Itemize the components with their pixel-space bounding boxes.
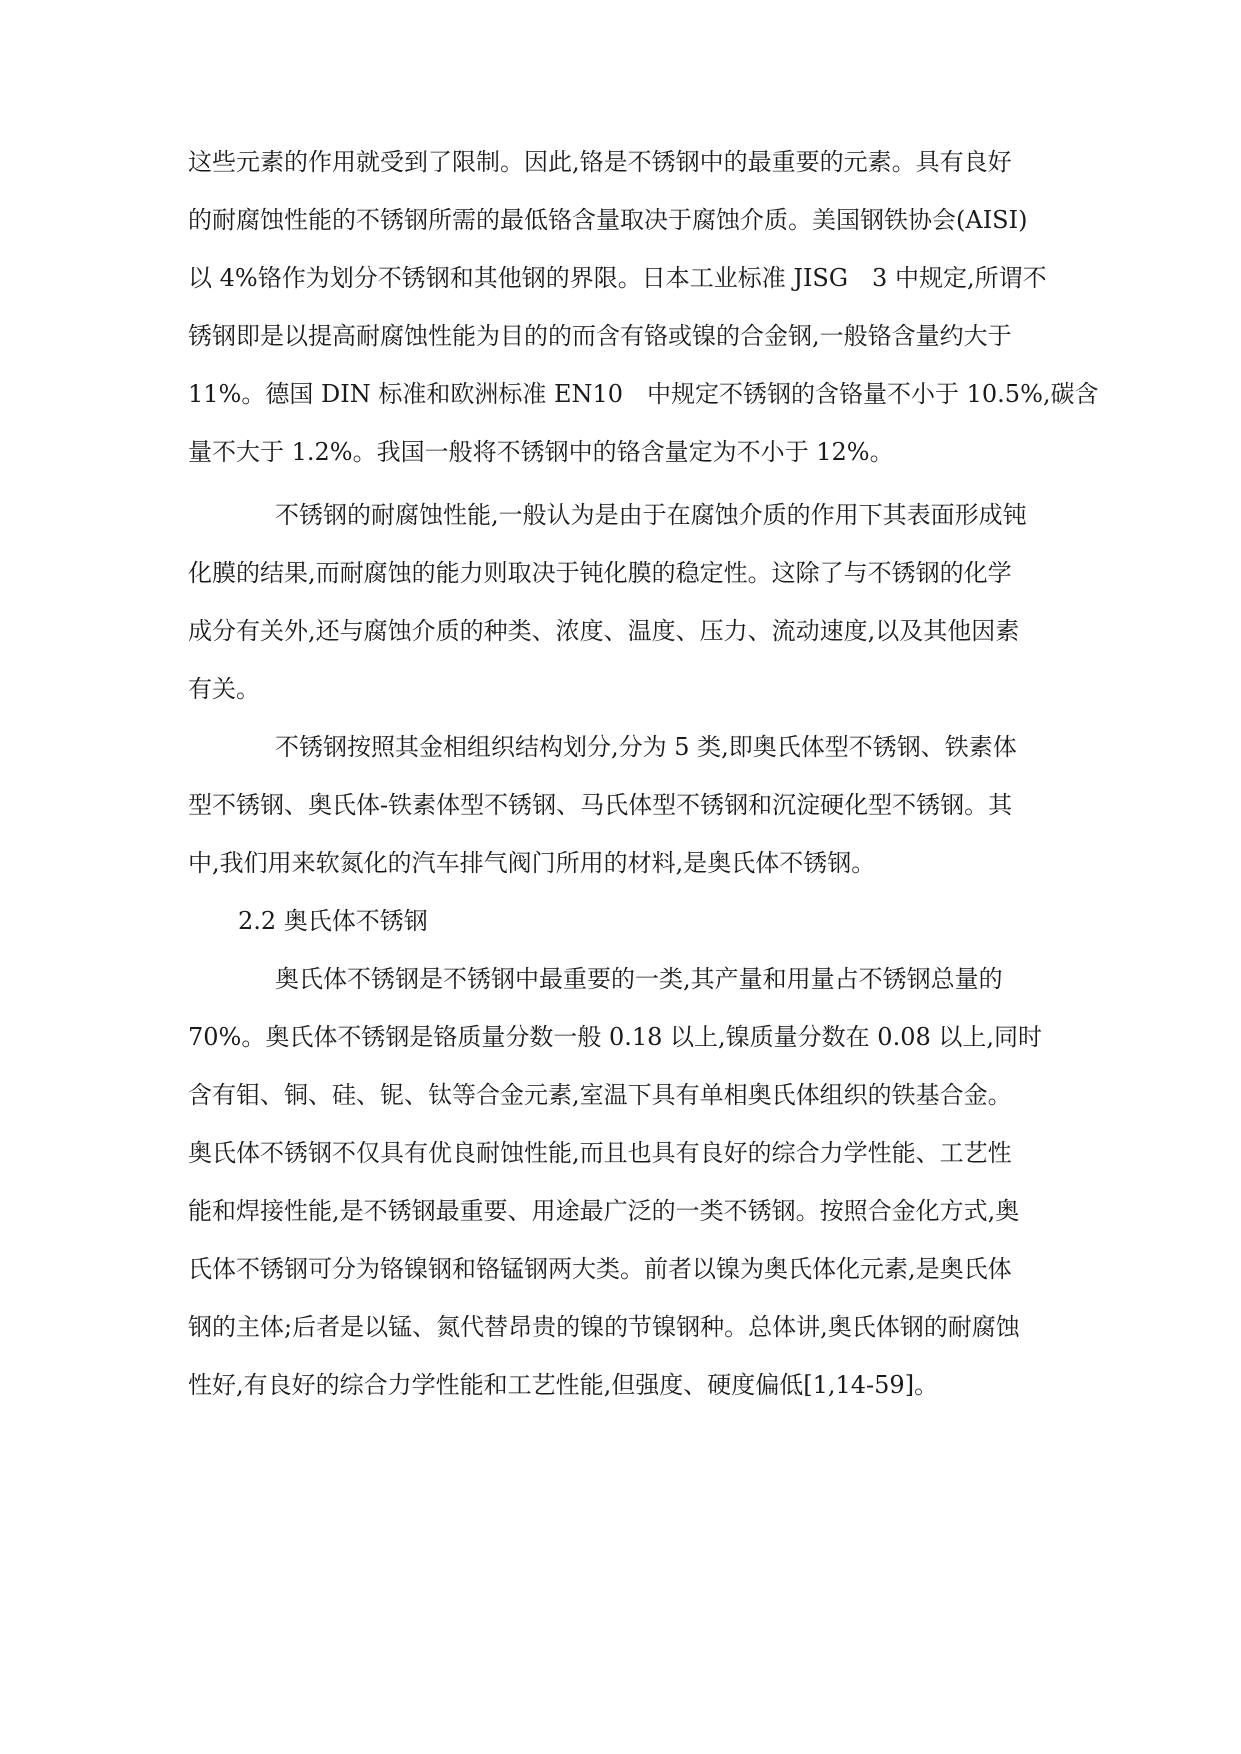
text-line: 氏体不锈钢可分为铬镍钢和铬锰钢两大类。前者以镍为奥氏体化元素,是奥氏体	[188, 1255, 1012, 1283]
text-line: 能和焊接性能,是不锈钢最重要、用途最广泛的一类不锈钢。按照合金化方式,奥	[188, 1197, 1020, 1225]
text-line: 中,我们用来软氮化的汽车排气阀门所用的材料,是奥氏体不锈钢。	[188, 849, 876, 877]
text-line: 型不锈钢、奥氏体-铁素体型不锈钢、马氏体型不锈钢和沉淀硬化型不锈钢。其	[188, 791, 1013, 819]
text-line: 化膜的结果,而耐腐蚀的能力则取决于钝化膜的稳定性。这除了与不锈钢的化学	[188, 559, 1012, 587]
text-line: 70%。奥氏体不锈钢是铬质量分数一般 0.18 以上,镍质量分数在 0.08 以上,同时	[188, 1023, 1042, 1051]
text-line: 钢的主体;后者是以锰、氮代替昂贵的镍的节镍钢种。总体讲,奥氏体钢的耐腐蚀	[188, 1313, 1020, 1341]
text-line: 含有钼、铜、硅、铌、钛等合金元素,室温下具有单相奥氏体组织的铁基合金。	[188, 1081, 1012, 1109]
text-line: 有关。	[188, 675, 260, 703]
text-line: 奥氏体不锈钢不仅具有优良耐蚀性能,而且也具有良好的综合力学性能、工艺性	[188, 1139, 1012, 1167]
text-line: 锈钢即是以提高耐腐蚀性能为目的的而含有铬或镍的合金钢,一般铬含量约大于	[188, 322, 1012, 350]
text-line: 性好,有良好的综合力学性能和工艺性能,但强度、硬度偏低[1,14-59]。	[188, 1371, 939, 1399]
text-line: 这些元素的作用就受到了限制。因此,铬是不锈钢中的最重要的元素。具有良好	[188, 148, 1012, 176]
text-line: 以 4%铬作为划分不锈钢和其他钢的界限。日本工业标准 JISG 3 中规定,所谓不	[188, 264, 1047, 292]
paragraph-first-line: 不锈钢按照其金相组织结构划分,分为 5 类,即奥氏体型不锈钢、铁素体	[275, 733, 1017, 761]
section-heading: 2.2 奥氏体不锈钢	[238, 907, 428, 935]
text-line: 量不大于 1.2%。我国一般将不锈钢中的铬含量定为不小于 12%。	[188, 438, 894, 466]
paragraph-first-line: 奥氏体不锈钢是不锈钢中最重要的一类,其产量和用量占不锈钢总量的	[275, 965, 1003, 993]
text-line: 11%。德国 DIN 标准和欧洲标准 EN10 中规定不锈钢的含铬量不小于 10.5%,碳含	[188, 380, 1099, 408]
text-line: 成分有关外,还与腐蚀介质的种类、浓度、温度、压力、流动速度,以及其他因素	[188, 617, 1020, 645]
text-line: 的耐腐蚀性能的不锈钢所需的最低铬含量取决于腐蚀介质。美国钢铁协会(AISI)	[188, 206, 1028, 234]
paragraph-first-line: 不锈钢的耐腐蚀性能,一般认为是由于在腐蚀介质的作用下其表面形成钝	[275, 501, 1027, 529]
